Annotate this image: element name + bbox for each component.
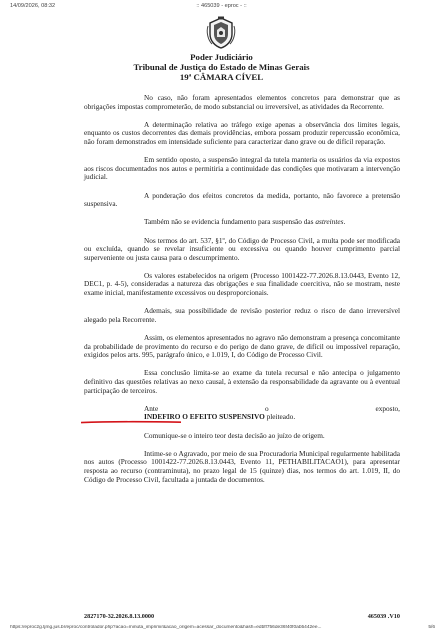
print-url: https://eproc2g.tjmg.jus.br/eproc/controlador.php?acao=minuta_imprimir&acao_origem=acessar_documento&hash=edbff756de36f40f0ab5442ee... bbox=[10, 625, 322, 630]
browser-print-footer bbox=[0, 625, 443, 633]
astreintes-term: astreintes bbox=[315, 217, 344, 227]
page-indicator: 5/6 bbox=[428, 625, 435, 630]
decision-body bbox=[84, 94, 400, 494]
paragraph-1: No caso, não foram apresentados elementos concretos para demonstrar que as obrigações impostas comprometerão, de modo substancial ou irreversível, as atividades da Recorrente. bbox=[84, 93, 400, 111]
paragraph-10: Essa conclusão limita-se ao exame da tutela recursal e não antecipa o julgamento definitivo das questões relativas ao nexo causal, à extensão da responsabilidade da agravante ou à eventual participação de terceiros. bbox=[84, 368, 400, 395]
decision-highlight bbox=[84, 413, 295, 422]
decision-verdict: INDEFIRO O EFEITO SUSPENSIVO bbox=[144, 412, 265, 422]
document-version: 465039 .V10 bbox=[367, 613, 400, 620]
paragraph-11-decision bbox=[84, 405, 400, 422]
coat-of-arms-icon bbox=[206, 16, 236, 50]
paragraph-5-end: . bbox=[343, 217, 346, 227]
paragraph-3: Em sentido oposto, a suspensão integral da tutela manteria os usuários da via expostos aos riscos documentados nos autos e permitiria a continuidade das condições que motivaram a intervenção judicial. bbox=[84, 155, 400, 182]
paragraph-8: Ademais, sua possibilidade de revisão posterior reduz o risco de dano irreversível alegado pela Recorrente. bbox=[84, 306, 400, 324]
paragraph-12: Comunique-se o inteiro teor desta decisão ao juízo de origem. bbox=[144, 430, 325, 440]
print-datetime: 14/09/2026, 08:32 bbox=[10, 3, 56, 9]
paragraph-9: Assim, os elementos apresentados no agravo não demonstram a presença concomitante da probabilidade de provimento do recurso e do perigo de dano grave, de difícil ou impossível reparação, exigidos pelos arts. 995, parágrafo único, e 1.019, I, do Código de Processo Civil. bbox=[84, 333, 400, 360]
header-line-court: Tribunal de Justiça do Estado de Minas Gerais bbox=[133, 62, 310, 72]
paragraph-5-text: Também não se evidencia fundamento para suspensão das bbox=[144, 217, 316, 227]
process-number: 2827170-32.2026.8.13.0000 bbox=[84, 613, 155, 620]
paragraph-4: A ponderação dos efeitos concretos da medida, portanto, não favorece a pretensão suspensiva. bbox=[84, 190, 400, 209]
court-header bbox=[0, 52, 443, 82]
browser-print-header bbox=[0, 3, 443, 13]
header-line-judiciary: Poder Judiciário bbox=[190, 52, 253, 62]
print-tab-title: :: 465039 - eproc - :: bbox=[196, 3, 247, 9]
paragraph-7: Os valores estabelecidos na origem (Processo 1001422-77.2026.8.13.0443, Evento 12, DEC1, p. 4-5), consideradas a natureza das obrigações e sua finalidade coercitiva, não se mostram, neste exame inicial, manifestamente excessivos ou desproporcionais. bbox=[84, 270, 400, 298]
paragraph-13: Intime-se o Agravado, por meio de sua Procuradoria Municipal regularmente habilitada nos autos (Processo 1001422-77.2026.8.13.0443, Evento 11, PETHABILITACAO1), para apresentar resposta ao recurso (contraminuta), no prazo legal de 15 (quinze) dias, nos termos do art. 1.019, II, do Código de Processo Civil, facultada a juntada de documentos. bbox=[84, 448, 400, 484]
decision-tail: pleiteado. bbox=[264, 412, 296, 422]
paragraph-5 bbox=[84, 218, 400, 227]
decision-lead: Ante o exposto, bbox=[144, 403, 400, 413]
header-line-chamber: 19ª CÂMARA CÍVEL bbox=[179, 72, 264, 82]
paragraph-6: Nos termos do art. 537, §1º, do Código de Processo Civil, a multa pode ser modificada ou excluída, quando se revelar insuficiente ou excessiva ou quando houver cumprimento parcial superveniente ou justa causa para o descumprimento. bbox=[84, 235, 400, 262]
paragraph-2: A determinação relativa ao tráfego exige apenas a observância dos limites legais, enquanto os custos decorrentes das demais providências, embora possam produzir repercussão econômica, não foram demonstrados em intensidade suficiente para caracterizar dano grave ou de difícil reparação. bbox=[84, 119, 400, 146]
